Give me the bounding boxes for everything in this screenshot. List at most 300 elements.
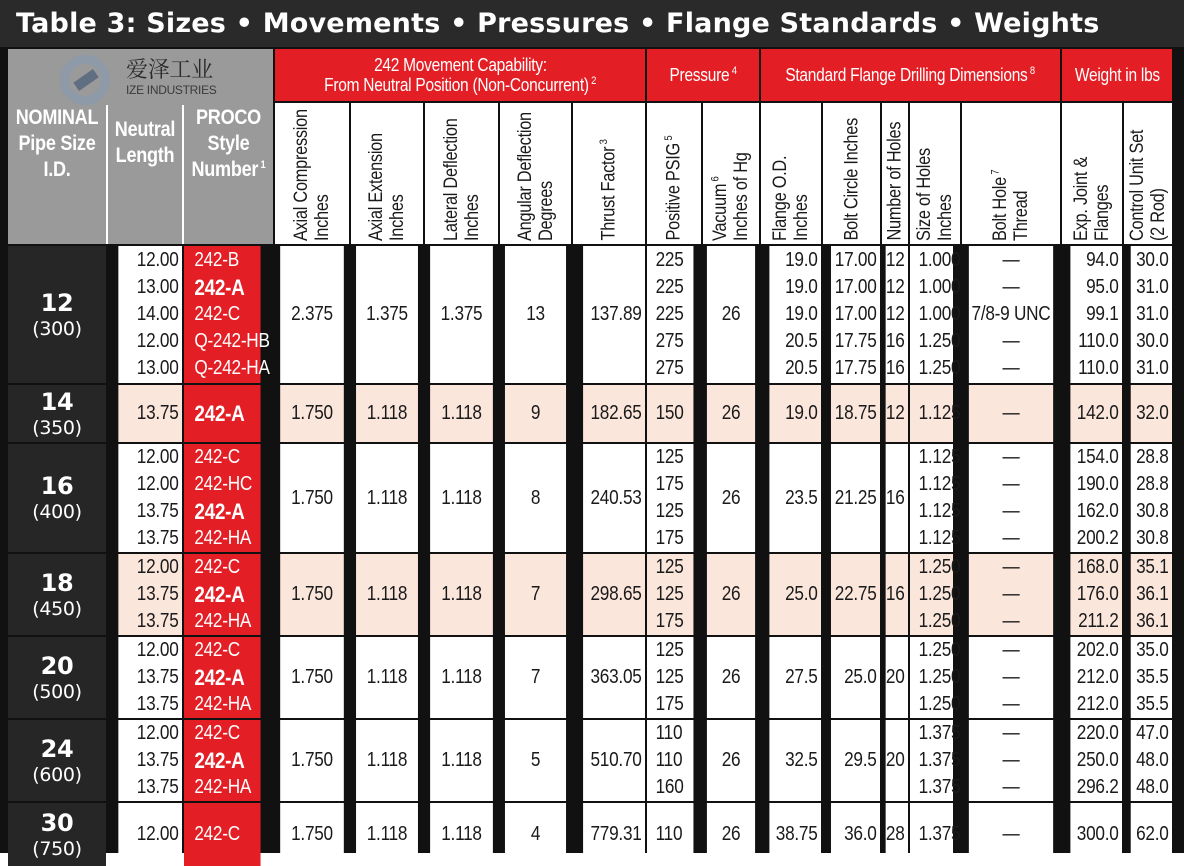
weight-exp-joint-cell-value: 94.0 bbox=[1086, 249, 1119, 271]
axial-compression-cell-value: 1.750 bbox=[291, 749, 333, 771]
flange-od-cell bbox=[769, 803, 821, 866]
size-of-holes-cell bbox=[910, 554, 961, 635]
positive-psig-cell bbox=[647, 803, 693, 866]
neutral-length-cell-value: 13.75 bbox=[136, 402, 179, 424]
weight-control-unit-cell-value: 31.0 bbox=[1136, 357, 1169, 379]
bolt-circle-cell bbox=[831, 246, 880, 383]
thrust-factor-cell-value: 240.53 bbox=[590, 486, 642, 509]
column-header-text bbox=[710, 107, 752, 241]
header-line: Pipe Size bbox=[18, 132, 96, 155]
weight-control-unit-cell-value: 31.0 bbox=[1136, 303, 1169, 325]
size-of-holes-cell-value: 1.125 bbox=[918, 500, 961, 522]
angular-deflection-cell bbox=[505, 554, 566, 635]
header-neutral-length bbox=[113, 117, 177, 169]
proco-style-number: Q-242-HB bbox=[194, 330, 270, 352]
thrust-factor-cell-value: 510.70 bbox=[590, 749, 642, 771]
header-line: Inches of Hg bbox=[731, 151, 752, 241]
axial-extension-cell-value: 1.375 bbox=[366, 303, 408, 325]
header-line: Bolt Hole $^7$ bbox=[989, 169, 1011, 241]
footnote-ref: 6 bbox=[709, 175, 722, 184]
axial-extension-cell bbox=[356, 803, 418, 866]
header-line: Inches bbox=[791, 193, 812, 241]
flange-od-cell bbox=[769, 637, 821, 718]
proco-style-cell bbox=[184, 246, 270, 383]
neutral-length-cell-value: 13.75 bbox=[136, 776, 179, 798]
header-line: Degrees bbox=[535, 180, 557, 241]
weight-control-unit-cell bbox=[1131, 803, 1172, 866]
header-line: Bolt Circle Inches bbox=[841, 118, 862, 241]
proco-style-number: 242-A bbox=[194, 665, 245, 690]
thrust-factor-cell bbox=[583, 720, 645, 801]
nominal-size-dn: (750) bbox=[32, 837, 82, 860]
bolt-circle-cell bbox=[831, 554, 880, 635]
size-of-holes-cell bbox=[910, 246, 961, 383]
size-of-holes-cell bbox=[910, 385, 961, 442]
size-of-holes-cell-value: 1.125 bbox=[918, 527, 961, 549]
vacuum-cell bbox=[707, 803, 755, 866]
bolt-hole-thread-cell-value: — bbox=[1002, 446, 1020, 468]
weight-control-unit-cell-value: 36.1 bbox=[1136, 610, 1169, 632]
nominal-size-cell bbox=[8, 385, 106, 442]
weight-control-unit-cell-value: 28.8 bbox=[1136, 446, 1169, 468]
bolt-hole-thread-cell-value: — bbox=[1002, 823, 1020, 845]
axial-extension-cell-value: 1.118 bbox=[366, 749, 408, 771]
positive-psig-cell-value: 225 bbox=[655, 276, 684, 298]
positive-psig-cell-value: 125 bbox=[655, 666, 684, 688]
axial-compression-cell-value: 1.750 bbox=[291, 583, 333, 605]
weight-control-unit-cell-value: 30.0 bbox=[1136, 330, 1169, 352]
vacuum-cell-value: 26 bbox=[721, 583, 741, 605]
specs-table bbox=[6, 47, 1178, 860]
header-line: NOMINAL bbox=[15, 106, 99, 129]
angular-deflection-cell-value: 7 bbox=[530, 666, 541, 688]
nominal-size: 24 bbox=[40, 734, 74, 763]
angular-deflection-cell bbox=[505, 803, 566, 866]
size-of-holes-cell-value: 1.125 bbox=[918, 402, 961, 424]
nominal-size-dn: (600) bbox=[32, 763, 82, 786]
column-header bbox=[1124, 103, 1172, 244]
bolt-circle-cell bbox=[831, 803, 880, 866]
weight-control-unit-cell bbox=[1131, 554, 1172, 635]
proco-style-number: 242-C bbox=[194, 303, 240, 325]
positive-psig-cell-value: 160 bbox=[655, 776, 684, 798]
axial-extension-cell bbox=[356, 637, 418, 718]
column-header bbox=[910, 103, 960, 244]
table-title: Table 3: Sizes • Movements • Pressures • Flange Standards • Weights bbox=[0, 0, 1184, 47]
neutral-length-cell-value: 14.00 bbox=[136, 303, 179, 325]
number-of-holes-cell-value: 16 bbox=[885, 486, 905, 509]
weight-control-unit-cell-value: 28.8 bbox=[1136, 473, 1169, 495]
header-proco-style bbox=[190, 105, 267, 183]
weight-exp-joint-cell bbox=[1070, 444, 1122, 552]
number-of-holes-cell bbox=[886, 554, 908, 635]
header-line: Inches bbox=[387, 193, 408, 241]
lateral-deflection-cell bbox=[430, 554, 493, 635]
nominal-size-cell bbox=[8, 246, 106, 383]
flange-od-cell-value: 20.5 bbox=[785, 330, 818, 352]
weight-exp-joint-cell bbox=[1070, 720, 1122, 801]
header-pressure-group bbox=[647, 49, 759, 101]
size-of-holes-cell-value: 1.250 bbox=[918, 330, 961, 352]
proco-style-cell bbox=[184, 720, 261, 801]
bolt-circle-cell-value: 21.25 bbox=[834, 486, 877, 509]
weight-control-unit-cell-value: 47.0 bbox=[1136, 722, 1169, 744]
bolt-circle-cell-value: 25.0 bbox=[844, 666, 877, 688]
column-header-text bbox=[1127, 107, 1169, 241]
footnote-ref: 8 bbox=[1027, 65, 1036, 77]
axial-compression-cell bbox=[280, 803, 344, 866]
neutral-length-cell-value: 12.00 bbox=[136, 473, 179, 495]
nominal-size-cell bbox=[8, 637, 106, 718]
size-of-holes-cell-value: 1.250 bbox=[918, 693, 961, 715]
axial-extension-cell-value: 1.118 bbox=[366, 823, 408, 845]
weight-control-unit-cell-value: 48.0 bbox=[1136, 776, 1169, 798]
bolt-hole-thread-cell-value: — bbox=[1002, 583, 1020, 605]
size-of-holes-cell-value: 1.375 bbox=[918, 722, 961, 744]
bolt-hole-thread-cell-value: — bbox=[1002, 776, 1020, 798]
header-line: Size of Holes bbox=[914, 147, 935, 241]
thrust-factor-cell-value: 363.05 bbox=[590, 666, 642, 688]
weight-exp-joint-cell-value: 212.0 bbox=[1076, 666, 1119, 688]
footnote-ref: 4 bbox=[729, 65, 737, 77]
footnote-ref: 1 bbox=[258, 159, 266, 171]
lateral-deflection-cell bbox=[430, 246, 493, 383]
header-line: From Neutral Position (Non-Concurrent) $^2$ bbox=[323, 75, 596, 95]
bolt-hole-thread-cell-value: — bbox=[1002, 357, 1020, 379]
weight-control-unit-cell-value: 35.1 bbox=[1136, 556, 1169, 578]
weight-exp-joint-cell-value: 99.1 bbox=[1086, 303, 1119, 325]
column-header bbox=[500, 103, 571, 244]
bolt-hole-thread-cell bbox=[969, 720, 1053, 801]
bolt-hole-thread-cell-value: — bbox=[1002, 330, 1020, 352]
header-line: Inches bbox=[461, 193, 483, 241]
angular-deflection-cell-value: 5 bbox=[530, 749, 541, 771]
flange-od-cell-value: 25.0 bbox=[785, 583, 818, 605]
thrust-factor-cell bbox=[583, 554, 645, 635]
vacuum-cell bbox=[707, 637, 755, 718]
vacuum-cell bbox=[707, 720, 755, 801]
thrust-factor-cell bbox=[583, 637, 645, 718]
number-of-holes-cell-value: 12 bbox=[885, 276, 905, 298]
nominal-size: 30 bbox=[40, 808, 74, 837]
weight-control-unit-cell bbox=[1131, 720, 1172, 801]
positive-psig-cell bbox=[647, 637, 693, 718]
thrust-factor-cell bbox=[583, 444, 645, 552]
proco-style-number: 242-A bbox=[194, 582, 245, 607]
positive-psig-cell-value: 150 bbox=[655, 402, 684, 424]
angular-deflection-cell-value: 4 bbox=[530, 823, 541, 845]
size-of-holes-cell-value: 1.000 bbox=[918, 249, 961, 271]
column-header bbox=[573, 103, 645, 244]
header-line: Standard Flange Drilling Dimensions $^8$ bbox=[785, 65, 1036, 85]
weight-control-unit-cell-value: 35.0 bbox=[1136, 639, 1169, 661]
angular-deflection-cell bbox=[505, 385, 566, 442]
footnote-ref: 7 bbox=[989, 169, 1002, 177]
number-of-holes-cell-value: 12 bbox=[885, 249, 905, 271]
logo-chinese-text: 爱泽工业 bbox=[126, 58, 213, 83]
thrust-factor-cell-value: 298.65 bbox=[590, 583, 642, 605]
positive-psig-cell-value: 175 bbox=[655, 473, 684, 495]
header-line: Weight in lbs bbox=[1074, 65, 1160, 85]
number-of-holes-cell-value: 20 bbox=[885, 749, 905, 771]
positive-psig-cell bbox=[647, 246, 693, 383]
bolt-hole-thread-cell-value: — bbox=[1002, 473, 1020, 495]
flange-od-cell-value: 27.5 bbox=[785, 666, 818, 688]
nominal-size-dn: (500) bbox=[32, 680, 82, 703]
neutral-length-cell-value: 12.00 bbox=[136, 823, 179, 845]
weight-exp-joint-cell bbox=[1070, 803, 1122, 866]
proco-style-number: 242-C bbox=[194, 823, 240, 845]
thrust-factor-cell bbox=[583, 803, 645, 866]
header-line: (2 Rod) bbox=[1148, 187, 1169, 241]
footnote-ref: 5 bbox=[663, 135, 676, 144]
size-of-holes-cell bbox=[910, 637, 961, 718]
proco-style-number: 242-C bbox=[194, 639, 240, 661]
column-header-text bbox=[441, 107, 483, 241]
number-of-holes-cell bbox=[886, 385, 908, 442]
header-flange-group bbox=[761, 49, 1060, 101]
column-header bbox=[275, 103, 349, 244]
header-nominal-pipe-size bbox=[15, 105, 99, 183]
weight-control-unit-cell-value: 31.0 bbox=[1136, 276, 1169, 298]
axial-compression-cell-value: 1.750 bbox=[291, 486, 333, 509]
axial-compression-cell-value: 1.750 bbox=[291, 666, 333, 688]
proco-style-cell bbox=[184, 444, 261, 552]
column-header-text bbox=[366, 107, 408, 241]
weight-exp-joint-cell-value: 200.2 bbox=[1076, 527, 1119, 549]
nominal-size: 14 bbox=[40, 387, 74, 416]
neutral-length-cell-value: 13.75 bbox=[136, 527, 179, 549]
axial-compression-cell-value: 2.375 bbox=[291, 303, 333, 325]
header-line: PROCO bbox=[196, 106, 261, 129]
lateral-deflection-cell-value: 1.118 bbox=[441, 486, 482, 509]
size-of-holes-cell-value: 1.125 bbox=[918, 473, 961, 495]
header-line: Lateral Deflection bbox=[440, 117, 462, 241]
neutral-length-cell-value: 13.00 bbox=[136, 276, 179, 298]
header-line: Thrust Factor $^3$ bbox=[598, 139, 620, 241]
size-of-holes-cell bbox=[910, 720, 961, 801]
vacuum-cell-value: 26 bbox=[721, 486, 741, 509]
flange-od-cell-value: 23.5 bbox=[785, 486, 818, 509]
positive-psig-cell-value: 275 bbox=[655, 357, 684, 379]
bolt-circle-cell-value: 18.75 bbox=[834, 402, 877, 424]
size-of-holes-cell-value: 1.000 bbox=[918, 276, 961, 298]
proco-style-cell bbox=[184, 385, 261, 442]
column-header bbox=[823, 103, 880, 244]
angular-deflection-cell bbox=[505, 637, 566, 718]
neutral-length-cell-value: 13.75 bbox=[136, 666, 179, 688]
bolt-circle-cell-value: 17.75 bbox=[834, 330, 877, 352]
weight-exp-joint-cell-value: 212.0 bbox=[1076, 693, 1119, 715]
axial-extension-cell-value: 1.118 bbox=[366, 486, 408, 509]
bolt-hole-thread-cell-value: — bbox=[1002, 749, 1020, 771]
size-of-holes-cell-value: 1.250 bbox=[918, 556, 961, 578]
bolt-circle-cell bbox=[831, 720, 880, 801]
axial-compression-cell bbox=[280, 246, 344, 383]
number-of-holes-cell bbox=[886, 803, 908, 866]
header-line: Pressure $^4$ bbox=[669, 65, 737, 85]
weight-control-unit-cell-value: 36.1 bbox=[1136, 583, 1169, 605]
proco-style-number: 242-A bbox=[194, 275, 245, 300]
size-of-holes-cell-value: 1.250 bbox=[918, 357, 961, 379]
bolt-circle-cell bbox=[831, 637, 880, 718]
bolt-circle-cell-value: 17.75 bbox=[834, 357, 877, 379]
bolt-hole-thread-cell-value: — bbox=[1002, 722, 1020, 744]
weight-control-unit-cell-value: 48.0 bbox=[1136, 749, 1169, 771]
angular-deflection-cell-value: 7 bbox=[530, 583, 541, 605]
neutral-length-cell bbox=[118, 444, 182, 552]
bolt-circle-cell-value: 17.00 bbox=[834, 303, 877, 325]
angular-deflection-cell-value: 8 bbox=[530, 486, 541, 509]
neutral-length-cell bbox=[118, 385, 182, 442]
angular-deflection-cell bbox=[505, 246, 566, 383]
proco-style-number: 242-C bbox=[194, 722, 240, 744]
bolt-hole-thread-cell-value: — bbox=[1002, 666, 1020, 688]
size-of-holes-cell-value: 1.250 bbox=[918, 610, 961, 632]
thrust-factor-cell-value: 779.31 bbox=[590, 823, 642, 845]
nominal-size-dn: (300) bbox=[32, 317, 82, 340]
positive-psig-cell-value: 125 bbox=[655, 446, 684, 468]
number-of-holes-cell-value: 16 bbox=[885, 357, 905, 379]
column-header-text bbox=[914, 107, 956, 241]
axial-extension-cell bbox=[356, 554, 418, 635]
angular-deflection-cell bbox=[505, 444, 566, 552]
bolt-hole-thread-cell bbox=[969, 444, 1053, 552]
positive-psig-cell-value: 110 bbox=[655, 722, 683, 744]
weight-exp-joint-cell-value: 296.2 bbox=[1076, 776, 1119, 798]
bolt-circle-cell-value: 22.75 bbox=[834, 583, 877, 605]
nominal-size-cell bbox=[8, 803, 106, 866]
number-of-holes-cell-value: 20 bbox=[885, 666, 905, 688]
size-of-holes-cell-value: 1.375 bbox=[918, 823, 961, 845]
number-of-holes-cell-value: 12 bbox=[885, 303, 905, 325]
weight-exp-joint-cell-value: 202.0 bbox=[1076, 639, 1119, 661]
proco-style-number: 242-A bbox=[194, 748, 245, 773]
column-header bbox=[703, 103, 759, 244]
neutral-length-cell-value: 12.00 bbox=[136, 330, 179, 352]
nominal-size: 12 bbox=[40, 288, 74, 317]
column-header bbox=[425, 103, 498, 244]
weight-control-unit-cell-value: 30.0 bbox=[1136, 249, 1169, 271]
weight-control-unit-cell bbox=[1131, 637, 1172, 718]
proco-style-number: 242-HA bbox=[194, 693, 252, 715]
neutral-length-cell-value: 13.75 bbox=[136, 610, 179, 632]
column-header bbox=[1062, 103, 1122, 244]
bolt-hole-thread-cell bbox=[969, 803, 1053, 866]
neutral-length-cell-value: 13.75 bbox=[136, 500, 179, 522]
bolt-hole-thread-cell-value: — bbox=[1002, 693, 1020, 715]
weight-exp-joint-cell bbox=[1070, 637, 1122, 718]
header-line: Style bbox=[207, 132, 250, 155]
bolt-circle-cell-value: 17.00 bbox=[834, 249, 877, 271]
axial-compression-cell bbox=[280, 637, 344, 718]
header-line: Exp. Joint & bbox=[1071, 156, 1092, 241]
nominal-size: 20 bbox=[40, 651, 74, 680]
positive-psig-cell-value: 275 bbox=[655, 330, 684, 352]
bolt-hole-thread-cell-value: — bbox=[1002, 527, 1020, 549]
proco-style-number: 242-C bbox=[194, 556, 240, 578]
lateral-deflection-cell bbox=[430, 637, 493, 718]
column-header bbox=[761, 103, 821, 244]
weight-exp-joint-cell bbox=[1070, 385, 1122, 442]
header-divider bbox=[182, 105, 184, 244]
nominal-size: 18 bbox=[40, 568, 74, 597]
header-line: Number $^1$ bbox=[191, 158, 266, 181]
header-line: Inches bbox=[935, 193, 956, 241]
header-corner bbox=[8, 49, 273, 244]
angular-deflection-cell-value: 13 bbox=[526, 303, 545, 325]
neutral-length-cell-value: 13.75 bbox=[136, 583, 179, 605]
vacuum-cell-value: 26 bbox=[721, 823, 741, 845]
positive-psig-cell-value: 110 bbox=[655, 823, 683, 845]
axial-extension-cell bbox=[356, 444, 418, 552]
column-header bbox=[882, 103, 908, 244]
positive-psig-cell bbox=[647, 720, 693, 801]
flange-od-cell bbox=[769, 246, 821, 383]
flange-od-cell-value: 19.0 bbox=[785, 303, 818, 325]
lateral-deflection-cell-value: 1.375 bbox=[440, 303, 483, 325]
footnote-ref: 2 bbox=[588, 75, 596, 87]
weight-exp-joint-cell-value: 110.0 bbox=[1078, 357, 1119, 379]
weight-control-unit-cell-value: 35.5 bbox=[1136, 693, 1169, 715]
lateral-deflection-cell bbox=[430, 803, 493, 866]
column-header-text bbox=[515, 107, 557, 241]
nominal-size-cell bbox=[8, 720, 106, 801]
header-line: 242 Movement Capability: bbox=[373, 55, 547, 75]
column-header-text bbox=[770, 107, 812, 241]
vacuum-cell-value: 26 bbox=[721, 749, 741, 771]
weight-exp-joint-cell-value: 300.0 bbox=[1076, 823, 1119, 845]
bolt-circle-cell bbox=[831, 385, 880, 442]
weight-exp-joint-cell bbox=[1070, 246, 1122, 383]
proco-style-cell bbox=[184, 554, 261, 635]
proco-style-number: 242-C bbox=[194, 446, 240, 468]
header-line: Inches bbox=[312, 193, 333, 241]
positive-psig-cell-value: 175 bbox=[655, 693, 684, 715]
angular-deflection-cell-value: 9 bbox=[530, 402, 541, 424]
nominal-size: 16 bbox=[40, 472, 74, 500]
header-line: Positive PSIG $^5$ bbox=[663, 135, 685, 241]
lateral-deflection-cell-value: 1.118 bbox=[441, 402, 482, 424]
column-header bbox=[962, 103, 1060, 244]
header-line: Neutral bbox=[114, 118, 176, 141]
neutral-length-cell-value: 13.00 bbox=[136, 357, 179, 379]
header-line: Length bbox=[115, 144, 175, 167]
positive-psig-cell-value: 225 bbox=[655, 249, 684, 271]
lateral-deflection-cell bbox=[430, 444, 493, 552]
weight-exp-joint-cell-value: 220.0 bbox=[1076, 722, 1119, 744]
thrust-factor-cell-value: 182.65 bbox=[590, 402, 642, 424]
proco-style-number: 242-A bbox=[194, 499, 245, 524]
flange-od-cell-value: 20.5 bbox=[785, 357, 818, 379]
size-of-holes-cell-value: 1.375 bbox=[918, 749, 961, 771]
flange-od-cell-value: 19.0 bbox=[785, 276, 818, 298]
weight-exp-joint-cell-value: 250.0 bbox=[1076, 749, 1119, 771]
axial-compression-cell-value: 1.750 bbox=[291, 402, 333, 424]
axial-extension-cell bbox=[356, 720, 418, 801]
neutral-length-cell-value: 12.00 bbox=[136, 446, 179, 468]
positive-psig-cell-value: 175 bbox=[655, 527, 684, 549]
number-of-holes-cell bbox=[886, 246, 908, 383]
weight-exp-joint-cell-value: 162.0 bbox=[1076, 500, 1119, 522]
axial-extension-cell bbox=[356, 246, 418, 383]
proco-style-number: 242-HA bbox=[194, 610, 252, 632]
neutral-length-cell-value: 12.00 bbox=[136, 639, 179, 661]
proco-style-cell bbox=[184, 803, 261, 866]
nominal-size-dn: (400) bbox=[32, 501, 82, 523]
vacuum-cell-value: 26 bbox=[721, 402, 741, 424]
nominal-size-cell bbox=[8, 444, 106, 552]
